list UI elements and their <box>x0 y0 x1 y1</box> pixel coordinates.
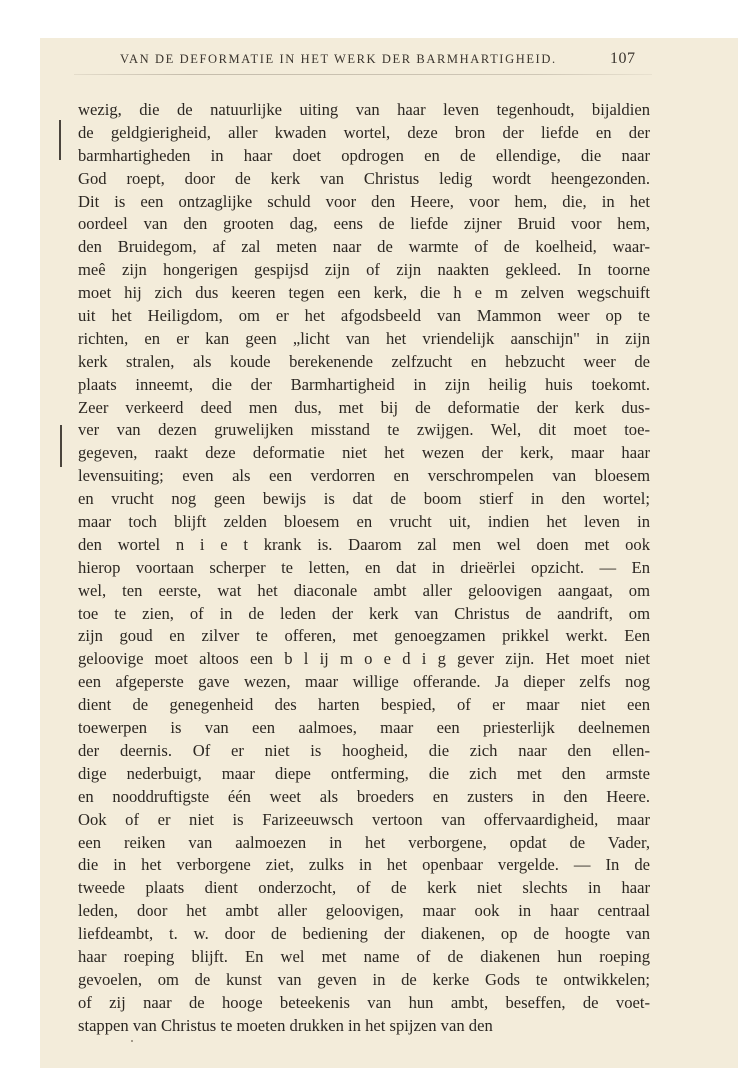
text-line: maar toch blijft zelden bloesem en vrucht uit, indien het leven in <box>78 512 650 532</box>
text-line: den Bruidegom, af zal meten naar de warmte of de koelheid, waar- <box>78 237 650 257</box>
body-text <box>78 99 650 1038</box>
header-rule <box>74 74 652 75</box>
text-line: dige nederbuigt, maar diepe ontferming, die zich met den armste <box>78 763 650 783</box>
text-line: Ook of er niet is Farizeeuwsch vertoon van offervaardigheid, maar <box>78 809 650 829</box>
text-line: stappen van Christus te moeten drukken in het spijzen van den <box>78 1015 493 1035</box>
text-line: den wortel n i e t krank is. Daarom zal men wel doen met ook <box>78 534 650 554</box>
text-line: en nooddruftigste één weet als broeders en zusters in den Heere. <box>78 786 650 806</box>
text-line: kerk stralen, als koude berekenende zelfzucht en hebzucht weer de <box>78 351 650 371</box>
text-line: Zeer verkeerd deed men dus, met bij de deformatie der kerk dus- <box>78 397 650 417</box>
text-line: leden, door het ambt aller geloovigen, maar ook in haar centraal <box>78 901 650 921</box>
text-line: meê zijn hongerigen gespijsd zijn of zijn naakten gekleed. In toorne <box>78 260 650 280</box>
text-line: liefdeambt, t. w. door de bediening der diakenen, op de hoogte van <box>78 924 650 944</box>
text-line: een reiken van aalmoezen in het verborgene, opdat de Vader, <box>78 832 650 852</box>
text-line: of zij naar de hooge beteekenis van hun ambt, beseffen, de voet- <box>78 992 650 1012</box>
text-line: plaats inneemt, die der Barmhartigheid in zijn heilig huis toekomt. <box>78 374 650 394</box>
text-line: richten, en er kan geen „licht van het vriendelijk aanschijn" in zijn <box>78 328 650 348</box>
text-line: de geldgierigheid, aller kwaden wortel, deze bron der liefde en der <box>78 122 650 142</box>
margin-pencil-mark <box>60 425 62 467</box>
text-line: der deernis. Of er niet is hoogheid, die zich naar den ellen- <box>78 740 650 760</box>
text-line: een afgeperste gave wezen, maar willige offerande. Ja dieper zelfs nog <box>78 672 650 692</box>
text-line: die in het verborgene ziet, zulks in het openbaar vergelde. — In de <box>78 855 650 875</box>
text-line: moet hij zich dus keeren tegen een kerk, die h e m zelven wegschuift <box>78 283 650 303</box>
text-line: gegeven, raakt deze deformatie niet het wezen der kerk, maar haar <box>78 443 650 463</box>
text-line: hierop voortaan scherper te letten, en dat in drieërlei opzicht. — En <box>78 557 650 577</box>
text-line: wezig, die de natuurlijke uiting van haar leven tegenhoudt, bijaldien <box>78 100 650 119</box>
margin-pencil-mark <box>59 120 61 160</box>
running-title: VAN DE DEFORMATIE IN HET WERK DER BARMHARTIGHEID. <box>120 52 557 66</box>
text-line: God roept, door de kerk van Christus ledig wordt heengezonden. <box>78 168 650 188</box>
text-line: gevoelen, om de kunst van geven in de kerke Gods te ontwikkelen; <box>78 969 650 989</box>
paper-speck <box>131 1040 133 1042</box>
text-line: toe te zien, of in de leden der kerk van Christus de aandrift, om <box>78 603 650 623</box>
text-line: toewerpen is van een aalmoes, maar een priesterlijk deelnemen <box>78 718 650 738</box>
text-line: dient de genegenheid des harten bespied, of er maar niet een <box>78 695 650 715</box>
text-line: geloovige moet altoos een b l ij m o e d i g gever zijn. Het moet niet <box>78 649 650 669</box>
text-line: wel, ten eerste, wat het diaconale ambt aller geloovigen aangaat, om <box>78 580 650 600</box>
text-line: levensuiting; even als een verdorren en verschrompelen van bloesem <box>78 466 650 486</box>
text-line: uit het Heiligdom, om er het afgodsbeeld van Mammon weer op te <box>78 306 650 326</box>
text-line: en vrucht nog geen bewijs is dat de boom stierf in den wortel; <box>78 489 650 509</box>
text-line: haar roeping blijft. En wel met name of de diakenen hun roeping <box>78 946 650 966</box>
text-line: zijn goud en zilver te offeren, met genoegzamen prikkel werkt. Een <box>78 626 650 646</box>
text-line: ver van dezen gruwelijken misstand te zwijgen. Wel, dit moet toe- <box>78 420 650 440</box>
text-line: oordeel van den grooten dag, eens de liefde zijner Bruid voor hem, <box>78 214 650 234</box>
text-line: Dit is een ontzaglijke schuld voor den Heere, voor hem, die, in het <box>78 191 650 211</box>
text-line: tweede plaats dient onderzocht, of de kerk niet slechts in haar <box>78 878 650 898</box>
text-line: barmhartigheden in haar doet opdrogen en de ellendige, die naar <box>78 145 650 165</box>
page-number: 107 <box>610 50 636 67</box>
